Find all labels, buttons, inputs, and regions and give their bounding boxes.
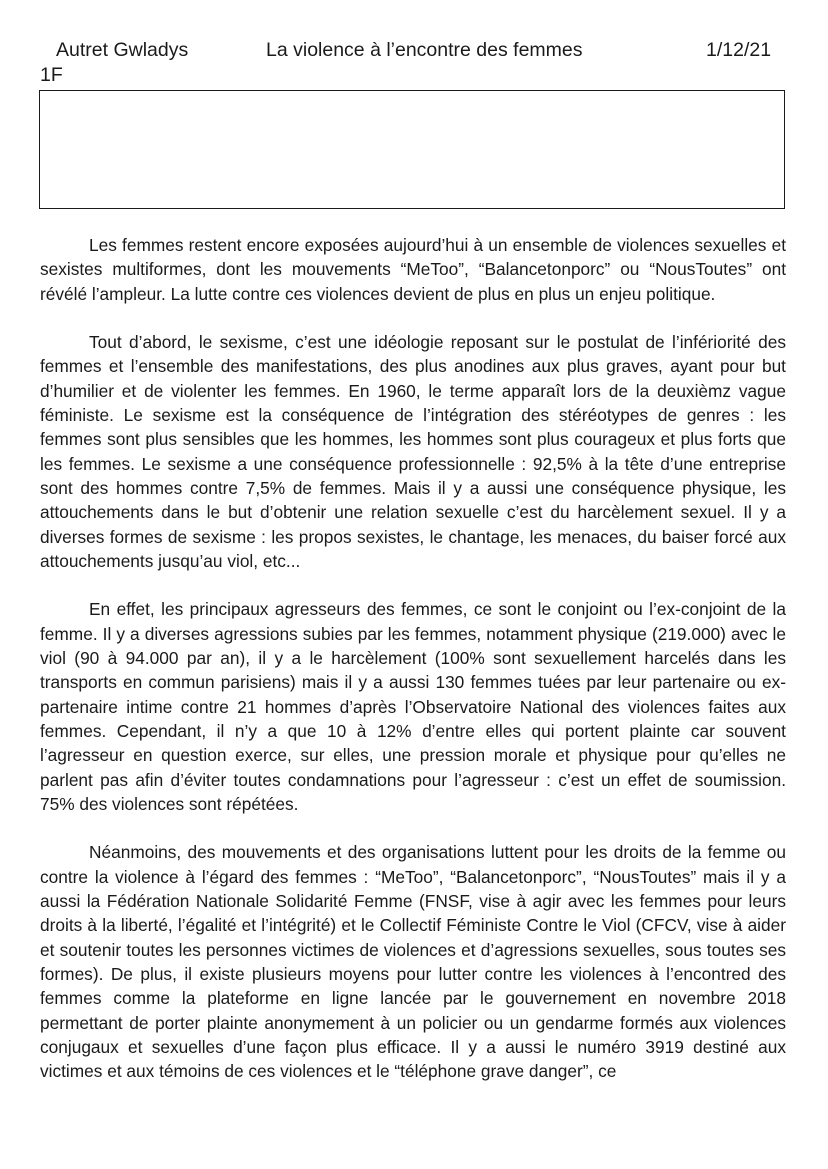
class-label: 1F bbox=[40, 64, 63, 86]
grade-comment-box bbox=[39, 90, 785, 209]
paragraph-movements: Néanmoins, des mouvements et des organisations luttent pour les droits de la femme ou contre la violence à l’égard des femmes : “MeToo”, “Balancetonporc”, “NousToutes” mais il y a aussi la Fédération Nationale Solidarité Femme (FNSF, vise à agir avec les femmes pour leurs droits à la liberté, l’égalité et l’intégrité) et le Collectif Féministe Contre le Viol (CFCV, vise à aider et soutenir toutes les personnes victimes de violences et d’agressions sexuelles, sous toutes ses formes). De plus, il existe plusieurs moyens pour lutter contre les violences à l’encontred des femmes comme la plateforme en ligne lancée par le gouvernement en novembre 2018 permettant de porter plainte anonymement à un policier ou un gendarme formés aux violences conjugaux et sexuelles d’une façon plus efficace. Il y a aussi le numéro 3919 destiné aux victimes et aux témoins de ces violences et le “téléphone grave danger”, ce bbox=[40, 842, 786, 1082]
document-body bbox=[40, 233, 786, 1083]
document-date: 1/12/21 bbox=[706, 39, 772, 61]
paragraph-intro: Les femmes restent encore exposées aujourd’hui à un ensemble de violences sexuelles et sexistes multiformes, dont les mouvements “MeToo”, “Balancetonporc” ou “NousToutes” ont révélé l’ampleur. La lutte contre ces violences devient de plus en plus un enjeu politique. bbox=[40, 235, 786, 304]
document-title: La violence à l’encontre des femmes bbox=[266, 39, 583, 61]
paragraph-sexism: Tout d’abord, le sexisme, c’est une idéologie reposant sur le postulat de l’infériorité des femmes et l’ensemble des manifestations, des plus anodines aux plus graves, ayant pour but d’humilier et de violenter les femmes. En 1960, le terme apparaît lors de la deuxièmz vague féministe. Le sexisme est la conséquence de l’intégration des stéréotypes de genres : les femmes sont plus sensibles que les hommes, les hommes sont plus courageux et plus forts que les femmes. Le sexisme a une conséquence professionnelle : 92,5% à la tête d’une entreprise sont des hommes contre 7,5% de femmes. Mais il y a aussi une conséquence physique, les attouchements dans le but d’obtenir une relation sexuelle c’est du harcèlement sexuel. Il y a diverses formes de sexisme : les propos sexistes, le chantage, les menaces, du baiser forcé aux attouchements jusqu’au viol, etc... bbox=[40, 332, 786, 571]
paragraph-aggressors: En effet, les principaux agresseurs des femmes, ce sont le conjoint ou l’ex-conjoint de la femme. Il y a diverses agressions subies par les femmes, notamment physique (219.000) avec le viol (90 à 94.000 par an), il y a le harcèlement (100% sont sexuellement harcelés dans les transports en commun parisiens) mais il y a aussi 130 femmes tuées par leur partenaire ou ex-partenaire intime contre 21 hommes d’après l’Observatoire National des violences faites aux femmes. Cependant, il n’y a que 10 à 12% d’entre elles qui portent plainte car souvent l’agresseur en question exerce, sur elles, une pression morale et physique pour qu’elles ne parlent pas afin d’éviter toutes condamnations pour l’agresseur : c’est un effet de soumission. 75% des violences sont répétées. bbox=[40, 599, 786, 814]
author-name: Autret Gwladys bbox=[56, 39, 189, 61]
